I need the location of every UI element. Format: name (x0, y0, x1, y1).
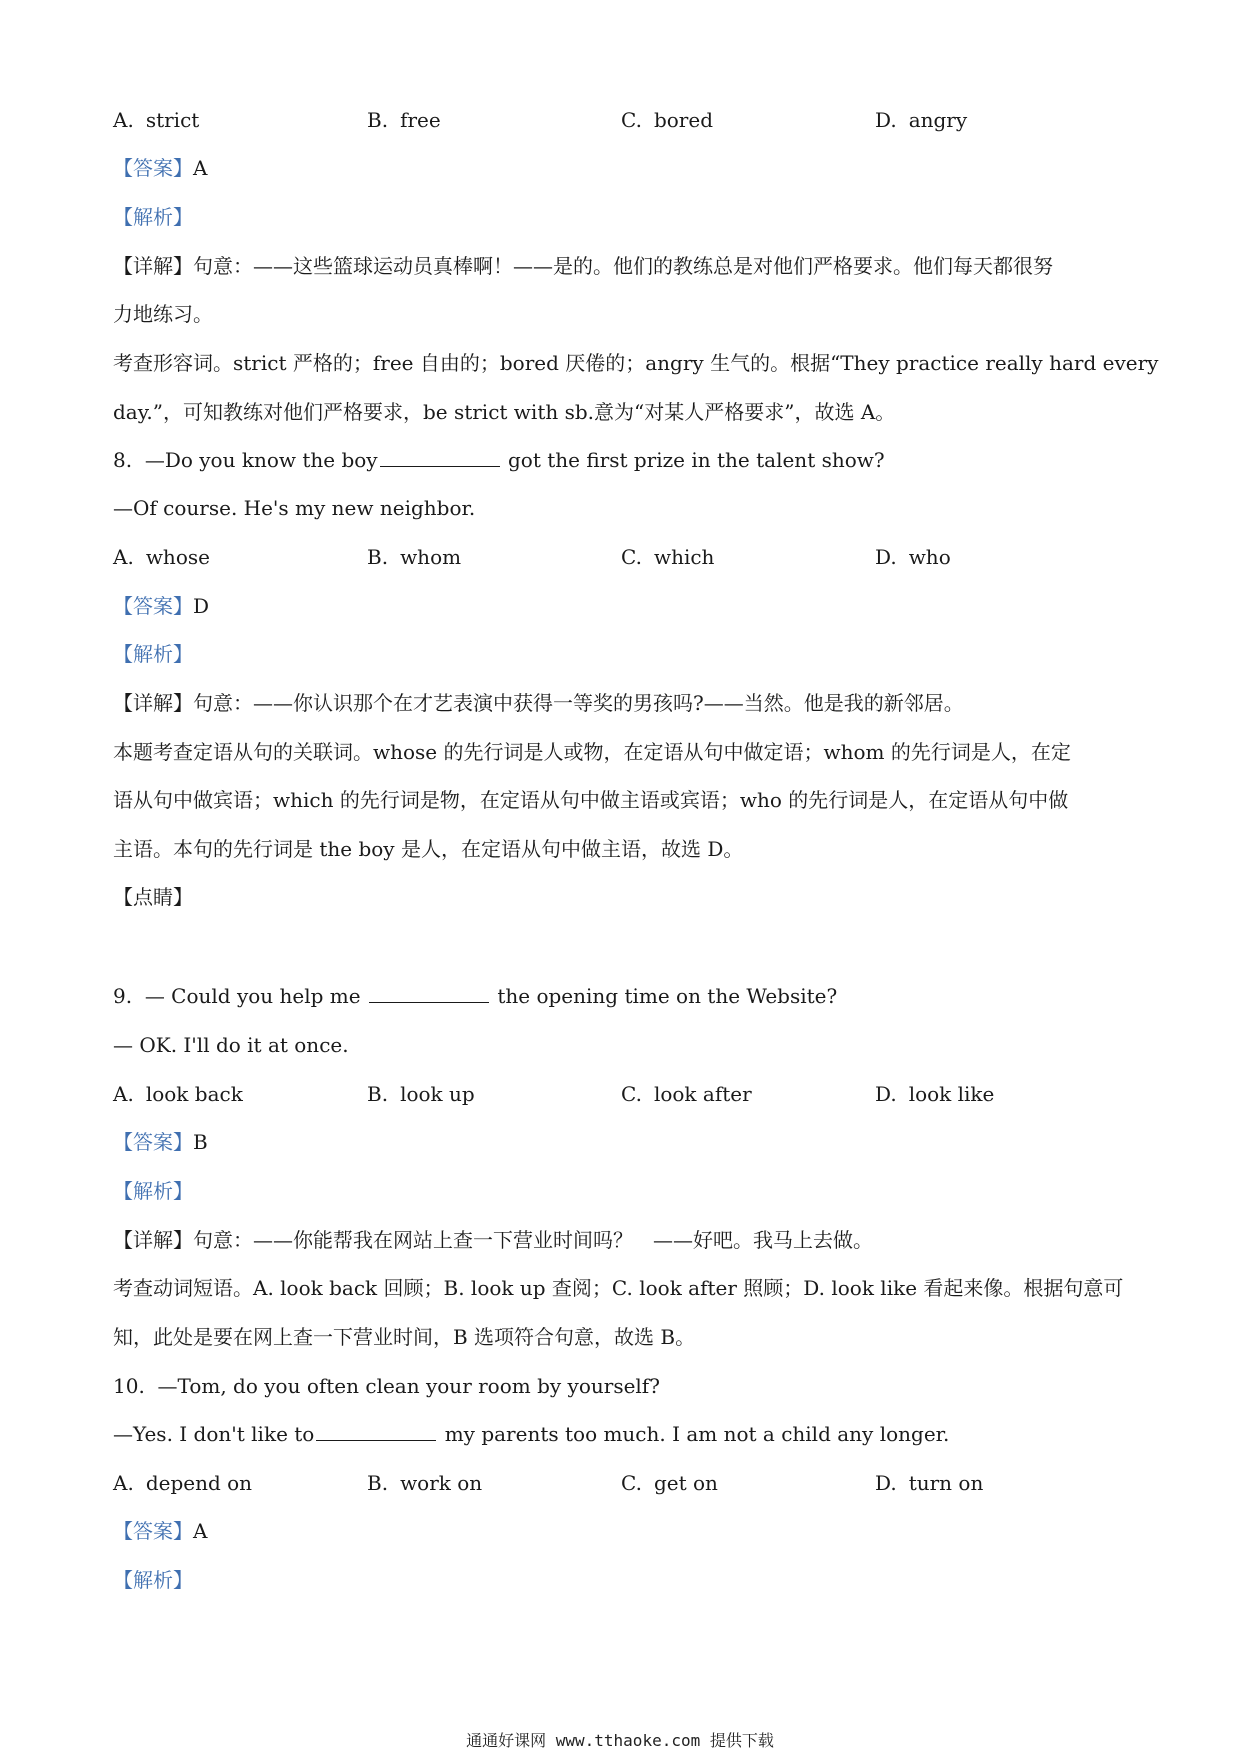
q8-point-label: 【点睛】 (113, 885, 193, 909)
q8-option-b: B. whom (367, 545, 462, 569)
q9-option-d: D. look like (875, 1082, 995, 1106)
q10-answer: 【答案】A (113, 1519, 208, 1543)
q9-option-a: A. look back (113, 1082, 243, 1106)
q8-blank (380, 448, 500, 467)
q9-detail-line-1: 【详解】句意：——你能帮我在网站上查一下营业时间吗？ ——好吧。我马上去做。 (113, 1228, 873, 1252)
q8-option-c: C. which (621, 545, 715, 569)
q10-stem: 10. —Tom, do you often clean your room by yourself? (113, 1374, 660, 1398)
q9-stem: 9. — Could you help me the opening time on the Website? (113, 984, 838, 1008)
q9-reply: — OK. I'll do it at once. (113, 1033, 349, 1057)
q7-option-c: C. bored (621, 108, 713, 132)
q9-answer: 【答案】B (113, 1130, 208, 1154)
q7-options (113, 106, 1133, 134)
q7-option-a: A. strict (113, 108, 200, 132)
q10-option-c: C. get on (621, 1471, 718, 1495)
q10-option-d: D. turn on (875, 1471, 984, 1495)
q8-analysis-label: 【解析】 (113, 642, 193, 666)
q8-option-d: D. who (875, 545, 951, 569)
q7-answer: 【答案】A (113, 156, 208, 180)
q10-blank (316, 1422, 436, 1441)
q7-detail-line-3: 考查形容词。strict 严格的；free 自由的；bored 厌倦的；angry 生气的。根据“They practice really hard every (113, 351, 1159, 375)
q9-options (113, 1080, 1133, 1108)
q9-analysis-label: 【解析】 (113, 1179, 193, 1203)
q7-option-b: B. free (367, 108, 441, 132)
q7-analysis-label: 【解析】 (113, 205, 193, 229)
q8-detail-line-1: 【详解】句意：——你认识那个在才艺表演中获得一等奖的男孩吗?——当然。他是我的新邻居。 (113, 691, 964, 715)
q8-answer: 【答案】D (113, 594, 210, 618)
q10-option-a: A. depend on (113, 1471, 253, 1495)
q9-blank (369, 984, 489, 1003)
q10-options (113, 1469, 1133, 1497)
q9-option-c: C. look after (621, 1082, 752, 1106)
q8-detail-line-3: 语从句中做宾语；which 的先行词是物，在定语从句中做主语或宾语；who 的先行词是人，在定语从句中做 (113, 788, 1069, 812)
q10-option-b: B. work on (367, 1471, 483, 1495)
q7-detail-line-4: day.”，可知教练对他们严格要求，be strict with sb.意为“对某人严格要求”，故选 A。 (113, 400, 896, 424)
q9-detail-line-2: 考查动词短语。A. look back 回顾；B. look up 查阅；C. look after 照顾；D. look like 看起来像。根据句意可 (113, 1276, 1124, 1300)
q8-options (113, 543, 1133, 571)
q8-reply: —Of course. He's my new neighbor. (113, 496, 476, 520)
q8-stem: 8. —Do you know the boy got the first prize in the talent show? (113, 448, 885, 472)
q10-analysis-label: 【解析】 (113, 1568, 193, 1592)
q10-reply: —Yes. I don't like to my parents too much. I am not a child any longer. (113, 1422, 950, 1446)
q8-detail-line-2: 本题考查定语从句的关联词。whose 的先行词是人或物，在定语从句中做定语；whom 的先行词是人，在定 (113, 740, 1071, 764)
q9-option-b: B. look up (367, 1082, 475, 1106)
q8-option-a: A. whose (113, 545, 210, 569)
q8-detail-line-4: 主语。本句的先行词是 the boy 是人，在定语从句中做主语，故选 D。 (113, 837, 744, 861)
q7-detail-line-2: 力地练习。 (113, 302, 213, 326)
q7-detail-line-1: 【详解】句意：——这些篮球运动员真棒啊！——是的。他们的教练总是对他们严格要求。他们每天都很努 (113, 254, 1053, 278)
q9-detail-line-3: 知，此处是要在网上查一下营业时间，B 选项符合句意，故选 B。 (113, 1325, 696, 1349)
q7-option-d: D. angry (875, 108, 968, 132)
page-footer: 通通好课网 www.tthaoke.com 提供下载 (466, 1731, 774, 1750)
